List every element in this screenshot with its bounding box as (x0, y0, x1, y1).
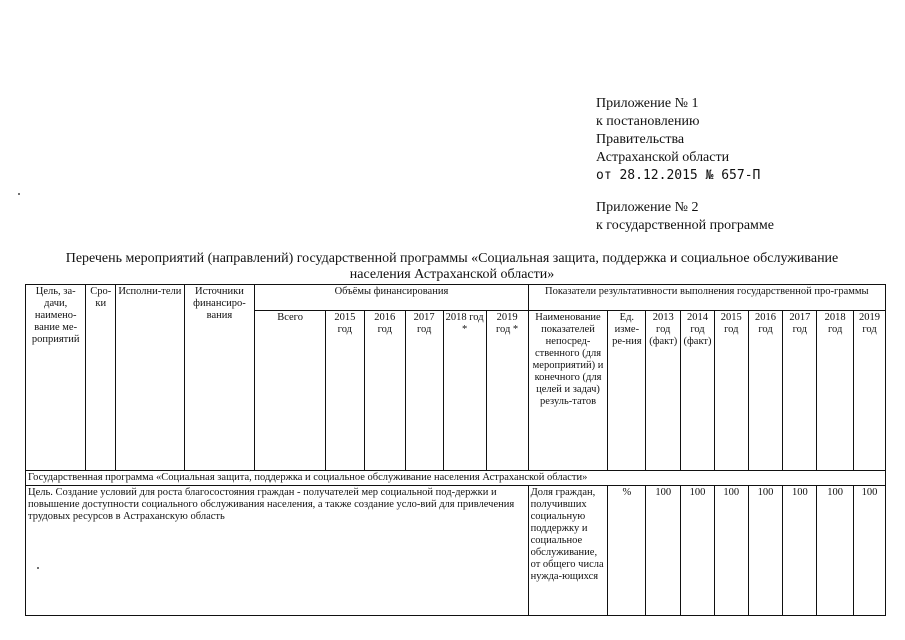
header-funding-total: Всего (255, 311, 326, 471)
header-indicator-2015: 2015 год (714, 311, 748, 471)
appendix-block (596, 95, 886, 235)
header-indicator-name: Наименование показателей непосред-ственного (для мероприятий) и конечного (для целей и задач) резуль-татов (528, 311, 608, 471)
goal-row-text: Цель. Создание условий для роста благосостояния граждан - получателей мер социальной под-держки и повышение доступности социального обслуживания населения, а также создание усло-вий для привлечения трудовых ресурсов в Астраханскую область (26, 486, 529, 616)
goal-row-value-2014: 100 (681, 486, 715, 616)
header-funding-2018: 2018 год * (443, 311, 486, 471)
header-terms: Сро-ки (86, 285, 116, 471)
appendix1-line4: Астраханской области (596, 150, 730, 165)
header-funding-group: Объёмы финансирования (255, 285, 528, 311)
goal-row-value-2015: 100 (714, 486, 748, 616)
header-funding-2016: 2016 год (364, 311, 405, 471)
header-indicator-2014: 2014 год (факт) (681, 311, 715, 471)
goal-row-value-2017: 100 (783, 486, 817, 616)
goal-row-value-2013: 100 (646, 486, 681, 616)
header-indicator-2016: 2016 год (748, 311, 783, 471)
header-unit: Ед. изме-ре-ния (608, 311, 646, 471)
header-goal: Цель, за-дачи, наимено-вание ме-роприятий (26, 285, 86, 471)
header-indicator-2013: 2013 год (факт) (646, 311, 681, 471)
header-funding-2019: 2019 год * (486, 311, 528, 471)
header-funding-sources: Источники финансиро-вания (184, 285, 255, 471)
goal-row-value-2019: 100 (854, 486, 886, 616)
document-title-line1: Перечень мероприятий (направлений) государственной программы «Социальная защита, поддержка и социальное обслуживание (65, 251, 839, 266)
header-funding-2017: 2017 год (405, 311, 443, 471)
header-indicator-2017: 2017 год (783, 311, 817, 471)
document-title-line2: населения Астраханской области» (349, 267, 555, 282)
goal-row-value-2016: 100 (748, 486, 783, 616)
appendix1-decree-date: от 28.12.2015 № 657-П (596, 168, 761, 183)
header-funding-2015: 2015 год (325, 311, 364, 471)
header-indicator-2019: 2019 год (854, 311, 886, 471)
scan-speck (37, 567, 39, 569)
header-indicator-2018: 2018 год (817, 311, 854, 471)
appendix1-line2: к постановлению (596, 114, 700, 129)
header-indicators-group: Показатели результативности выполнения государственной про-граммы (528, 285, 885, 311)
goal-row-value-2018: 100 (817, 486, 854, 616)
appendix2-line2: к государственной программе (596, 218, 774, 233)
measures-table (25, 284, 886, 616)
appendix1-line1: Приложение № 1 (596, 96, 699, 111)
scan-speck (18, 193, 20, 195)
program-row: Государственная программа «Социальная защита, поддержка и социальное обслуживание населения Астраханской области» (26, 471, 886, 486)
goal-row-indicator: Доля граждан, получивших социальную поддержку и социальное обслуживание, от общего числа нужда-ющихся (528, 486, 608, 616)
goal-row-unit: % (608, 486, 646, 616)
header-executors: Исполни-тели (116, 285, 185, 471)
appendix1-line3: Правительства (596, 132, 685, 147)
appendix2-line1: Приложение № 2 (596, 200, 699, 215)
document-title (22, 251, 882, 283)
